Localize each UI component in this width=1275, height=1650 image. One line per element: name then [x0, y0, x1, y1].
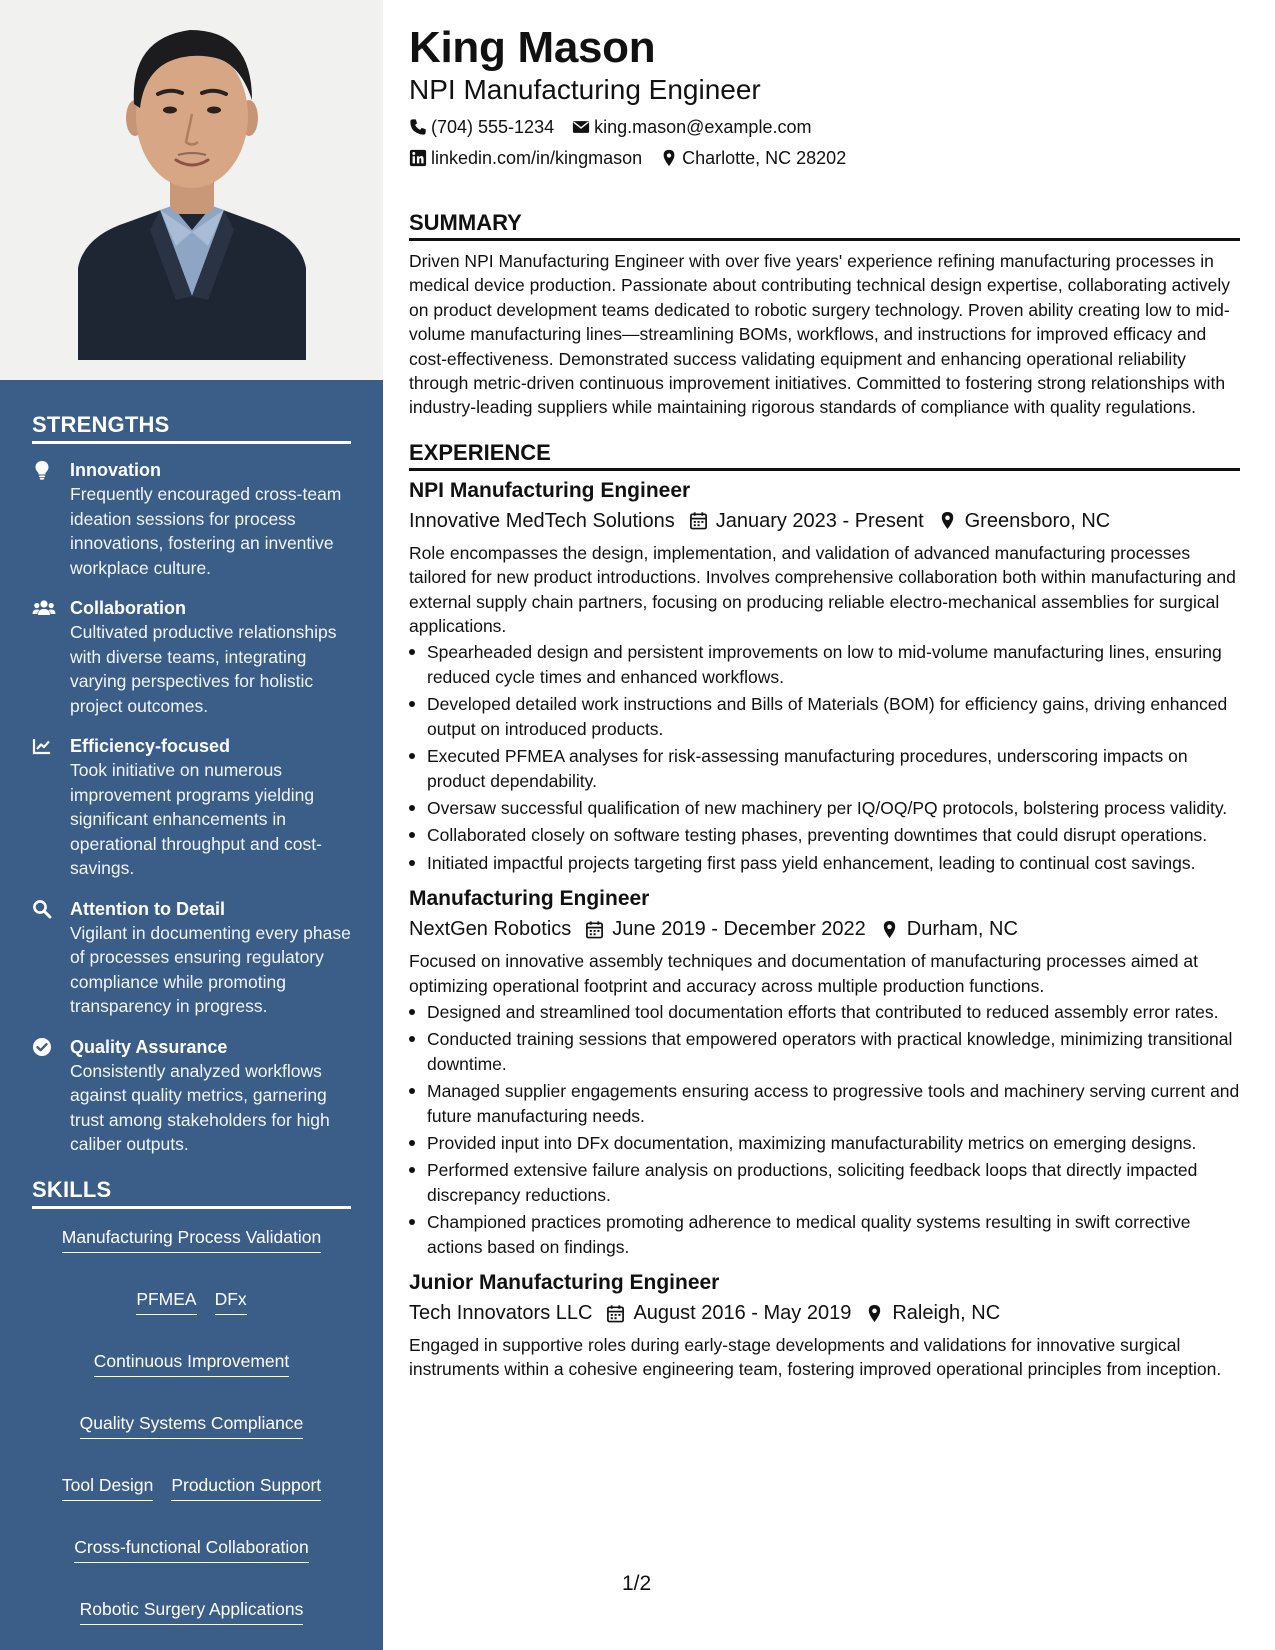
job-title: Manufacturing Engineer: [409, 887, 650, 911]
main-content: [409, 22, 1240, 1382]
email-link[interactable]: king.mason@example.com: [594, 117, 812, 137]
skill-tag: Continuous Improvement: [94, 1349, 290, 1377]
job-achievements: [409, 1000, 1240, 1259]
strength-item: [32, 596, 351, 718]
list-item: Managed supplier engagements ensuring access to progressive tools and machinery serving current and future manufacturing needs.: [409, 1079, 1240, 1128]
strength-description: Vigilant in documenting every phase of processes ensuring regulatory compliance while promoting transparency in progress.: [70, 922, 351, 1016]
list-item: Championed practices promoting adherence to medical quality systems resulting in swift corrective actions based on findings.: [409, 1210, 1240, 1259]
job-location: Raleigh, NC: [892, 1302, 1001, 1324]
summary-heading: SUMMARY: [409, 210, 1240, 241]
list-item: Developed detailed work instructions and Bills of Materials (BOM) for efficiency gains, driving enhanced output on introduced products.: [409, 692, 1240, 741]
job-company: Tech Innovators LLC: [409, 1302, 593, 1324]
map-pin-icon: [880, 920, 899, 939]
job-entry: [409, 477, 1240, 875]
envelope-icon: [572, 118, 590, 136]
skill-tag: Tool Design: [62, 1473, 153, 1501]
strength-item: [32, 1035, 351, 1157]
calendar-icon: [606, 1304, 625, 1323]
strength-item: [32, 734, 351, 881]
list-item: Conducted training sessions that empowered operators with practical knowledge, minimizing transitional downtime.: [409, 1027, 1240, 1076]
linkedin-icon: [409, 149, 427, 167]
skill-tag: Cross-functional Collaboration: [74, 1535, 308, 1563]
skill-tag: PFMEA: [136, 1287, 196, 1315]
job-meta: [409, 915, 1240, 943]
strength-title: Collaboration: [70, 598, 186, 618]
chart-line-icon: [32, 734, 70, 881]
phone-icon: [409, 118, 427, 136]
portrait-image: [0, 0, 383, 380]
summary-text: Driven NPI Manufacturing Engineer with over five years' experience refining manufacturing processes in medical device production. Passionate about contributing technical design expertise, collaborating actively on product development teams dedicated to robotic surgery technology. Proven ability creating low to mid-volume manufacturing lines—streamlining BOMs, workflows, and instructions for improved efficacy and cost-effectiveness. Demonstrated success validating equipment and enhancing operational reliability through metric-driven continuous improvement initiatives. Committed to fostering strong relationships with industry-leading suppliers while maintaining rigorous standards of compliance with quality regulations.: [409, 251, 1231, 418]
job-company: NextGen Robotics: [409, 918, 572, 941]
job-location: Durham, NC: [906, 918, 1018, 941]
sidebar: [0, 0, 383, 1650]
job-meta: [409, 507, 1240, 535]
strength-description: Took initiative on numerous improvement programs yielding significant enhancements in operational throughput and cost-savings.: [70, 760, 322, 878]
list-item: Provided input into DFx documentation, maximizing manufacturability metrics on emerging designs.: [409, 1131, 1240, 1155]
job-entry: [409, 1269, 1240, 1382]
search-icon: [32, 897, 70, 1019]
strength-title: Efficiency-focused: [70, 736, 231, 756]
lightbulb-icon: [32, 458, 70, 580]
strength-title: Attention to Detail: [70, 898, 225, 919]
skills-heading: SKILLS: [32, 1177, 351, 1209]
job-dates: June 2019 - December 2022: [612, 918, 866, 941]
list-item: Executed PFMEA analyses for risk-assessing manufacturing procedures, underscoring impacts on product dependability.: [409, 744, 1240, 793]
job-description: Focused on innovative assembly techniques and documentation of manufacturing processes aimed at optimizing operational footprint and accuracy across multiple production functions.: [409, 951, 1198, 996]
job-location: Greensboro, NC: [964, 509, 1111, 532]
job-meta: [409, 1299, 1240, 1327]
map-pin-icon: [660, 149, 678, 167]
profile-photo: [0, 0, 383, 380]
contact-row: [409, 146, 1240, 170]
strength-title: Innovation: [70, 460, 161, 480]
skill-tag: Quality Systems Compliance: [80, 1411, 304, 1439]
linkedin-link[interactable]: linkedin.com/in/kingmason: [431, 148, 643, 168]
map-pin-icon: [938, 511, 957, 530]
users-icon: [32, 596, 70, 718]
strengths-heading: STRENGTHS: [32, 412, 351, 444]
page-number: 1/2: [622, 1572, 652, 1595]
job-title: NPI Manufacturing Engineer: [409, 478, 691, 502]
map-pin-icon: [865, 1304, 884, 1323]
candidate-title: NPI Manufacturing Engineer: [409, 74, 761, 105]
skill-tag: Robotic Surgery Applications: [80, 1597, 304, 1625]
job-entry: [409, 885, 1240, 1259]
job-dates: August 2016 - May 2019: [633, 1302, 852, 1324]
skill-tag: Production Support: [171, 1473, 321, 1501]
strength-description: Consistently analyzed workflows against quality metrics, garnering trust among stakeholders for high caliber outputs.: [70, 1060, 330, 1154]
list-item: Performed extensive failure analysis on productions, soliciting feedback loops that directly impacted discrepancy reductions.: [409, 1158, 1240, 1207]
list-item: Spearheaded design and persistent improvements on low to mid-volume manufacturing lines, ensuring reduced cycle times and enhanced workflows.: [409, 640, 1240, 689]
phone-text[interactable]: (704) 555-1234: [431, 117, 555, 137]
calendar-icon: [585, 920, 604, 939]
job-dates: January 2023 - Present: [715, 509, 924, 532]
job-title: Junior Manufacturing Engineer: [409, 1271, 720, 1294]
candidate-name: King Mason: [409, 23, 656, 72]
strength-description: Cultivated productive relationships with diverse teams, integrating varying perspectives for holistic project outcomes.: [70, 622, 337, 716]
check-circle-icon: [32, 1035, 70, 1157]
strength-item: [32, 897, 351, 1019]
list-item: Oversaw successful qualification of new machinery per IQ/OQ/PQ protocols, bolstering process validity.: [409, 796, 1240, 820]
sidebar-content: [32, 412, 351, 1625]
job-achievements: [409, 640, 1240, 875]
calendar-icon: [689, 511, 708, 530]
strength-title: Quality Assurance: [70, 1036, 228, 1057]
experience-heading: EXPERIENCE: [409, 440, 1240, 471]
skills-list: [32, 1225, 351, 1625]
location-text: Charlotte, NC 28202: [682, 148, 847, 168]
skill-tag: DFx: [215, 1287, 247, 1315]
list-item: Initiated impactful projects targeting first pass yield enhancement, leading to continual cost savings.: [409, 851, 1240, 875]
job-company: Innovative MedTech Solutions: [409, 509, 675, 532]
skill-tag: Manufacturing Process Validation: [62, 1225, 321, 1253]
contact-row: [409, 115, 1240, 139]
job-description: Engaged in supportive roles during early-stage developments and validations for innovative surgical instruments within a cohesive engineering team, fostering improved operational principles from inception.: [409, 1335, 1222, 1380]
strength-description: Frequently encouraged cross-team ideation sessions for process innovations, fostering an inventive workplace culture.: [70, 484, 342, 578]
job-description: Role encompasses the design, implementation, and validation of advanced manufacturing processes tailored for new product introductions. Involves comprehensive collaboration both within manufacturing and external supply chain partners, focusing on producing reliable electro-mechanical assemblies for surgical applications.: [409, 542, 1236, 637]
list-item: Collaborated closely on software testing phases, preventing downtimes that could disrupt operations.: [409, 823, 1240, 847]
list-item: Designed and streamlined tool documentation efforts that contributed to reduced assembly error rates.: [409, 1000, 1240, 1024]
strength-item: [32, 458, 351, 580]
